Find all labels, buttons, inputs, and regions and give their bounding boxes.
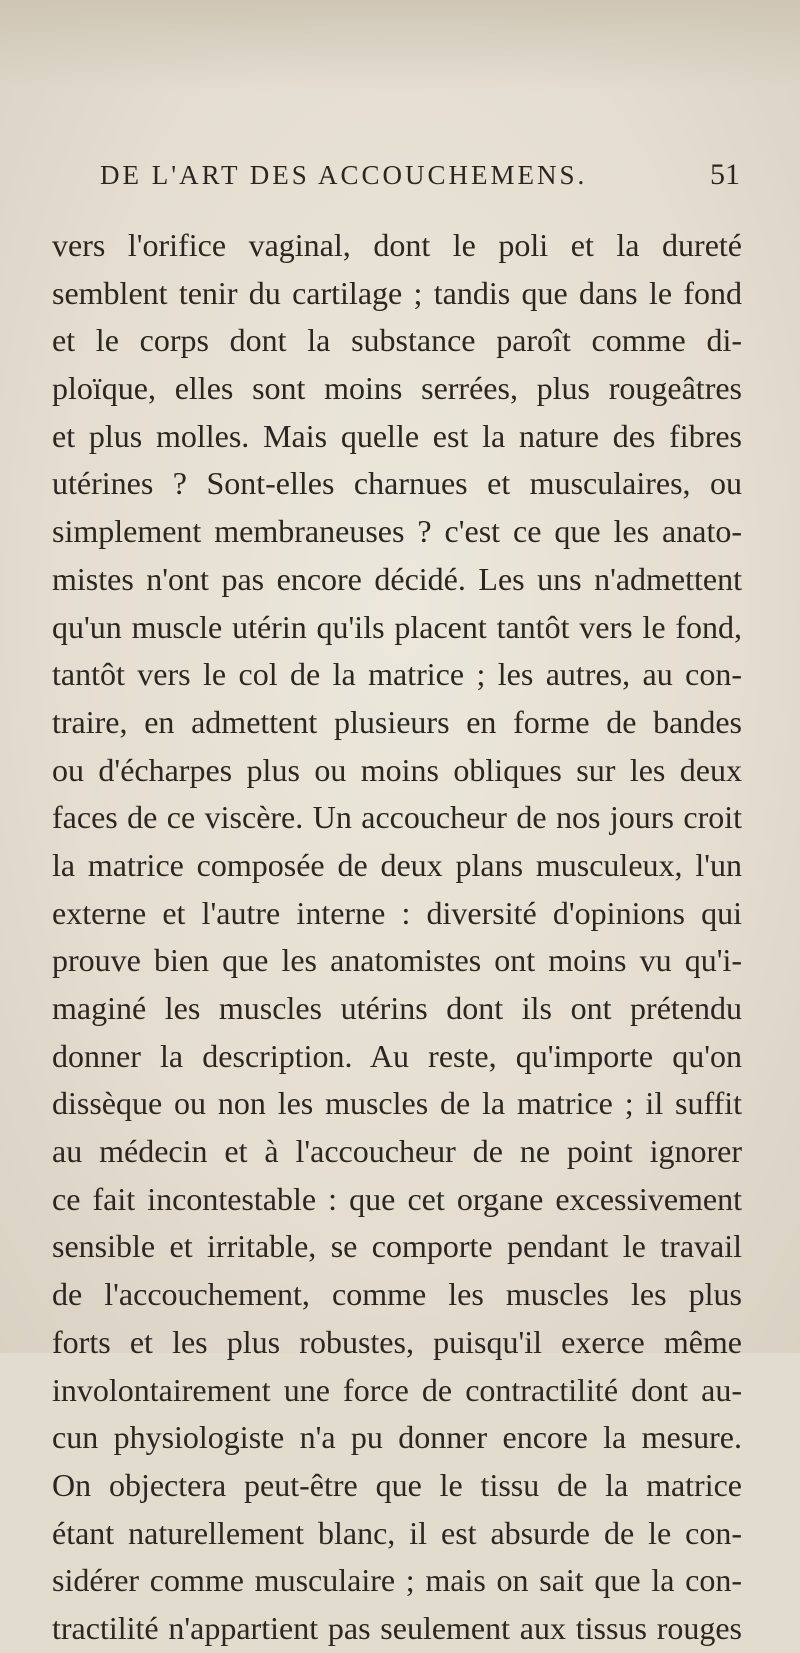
text-line: dissèque ou non les muscles de la matrice ; il suffit — [52, 1085, 742, 1122]
body-text — [52, 222, 742, 1653]
text-line: donner la description. Au reste, qu'importe qu'on — [52, 1037, 742, 1074]
text-line: utérines ? Sont-elles charnues et musculaires, ou — [52, 465, 742, 502]
text-line: forts et les plus robustes, puisqu'il exerce même — [52, 1323, 742, 1360]
text-line: sensible et irritable, se comporte pendant le travail — [52, 1228, 742, 1265]
text-line: qu'un muscle utérin qu'ils placent tantôt vers le fond, — [52, 608, 742, 645]
text-line: étant naturellement blanc, il est absurde de le con- — [52, 1514, 742, 1551]
text-line: mistes n'ont pas encore décidé. Les uns n'admettent — [52, 560, 742, 597]
text-line: et plus molles. Mais quelle est la nature des fibres — [52, 417, 742, 454]
text-line: maginé les muscles utérins dont ils ont prétendu — [52, 990, 742, 1026]
text-line: tractilité n'appartient pas seulement aux tissus rouges — [52, 1609, 742, 1646]
text-line: tantôt vers le col de la matrice ; les autres, au con- — [52, 656, 742, 693]
text-line: semblent tenir du cartilage ; tandis que dans le fond — [52, 274, 742, 311]
page-header — [100, 160, 740, 200]
text-line: involontairement une force de contractilité dont au- — [52, 1371, 742, 1408]
text-line: simplement membraneuses ? c'est ce que les anato- — [52, 513, 742, 550]
text-line: ploïque, elles sont moins serrées, plus rougeâtres — [52, 370, 742, 407]
text-line: faces de ce viscère. Un accoucheur de nos jours croit — [52, 799, 742, 836]
text-line: externe et l'autre interne : diversité d'opinions qui — [52, 894, 742, 931]
text-line: cun physiologiste n'a pu donner encore la mesure. — [52, 1419, 742, 1456]
text-line: vers l'orifice vaginal, dont le poli et la dureté — [52, 227, 742, 263]
text-line: On objectera peut-être que le tissu de la matrice — [52, 1466, 742, 1503]
text-line: ou d'écharpes plus ou moins obliques sur les deux — [52, 751, 742, 788]
text-line: ce fait incontestable : que cet organe excessivement — [52, 1180, 742, 1217]
text-line: la matrice composée de deux plans musculeux, l'un — [52, 846, 742, 883]
text-line: de l'accouchement, comme les muscles les plus — [52, 1276, 742, 1313]
text-line: sidérer comme musculaire ; mais on sait que la con- — [52, 1562, 742, 1599]
text-line: au médecin et à l'accoucheur de ne point ignorer — [52, 1133, 742, 1170]
running-head: DE L'ART DES ACCOUCHEMENS. — [100, 160, 588, 190]
text-line: prouve bien que les anatomistes ont moins vu qu'i- — [52, 942, 742, 979]
text-line: et le corps dont la substance paroît comme di- — [52, 322, 742, 359]
page-number: 51 — [710, 158, 740, 191]
text-line: traire, en admettent plusieurs en forme de bandes — [52, 703, 742, 740]
